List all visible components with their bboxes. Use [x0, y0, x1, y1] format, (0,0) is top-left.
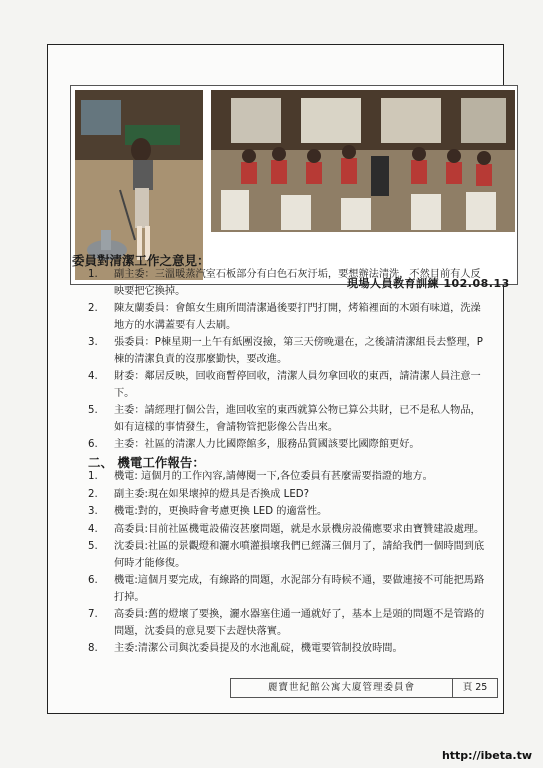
- list-item: 5. 主委：請經理打個公告，進回收室的東西就算公物已算公共財，已不是私人物品，如有這樣的事情發生，會請物管把影像公告出來。: [88, 405, 481, 433]
- opinions-list: [88, 267, 488, 455]
- list-item: 4. 高委員:目前社區機電設備沒甚麼問題，就是水景機房設備應要求由寶贊建設處理。: [88, 523, 485, 535]
- footer-page-number: 頁 25: [462, 682, 488, 693]
- list-item: 7. 高委員:舊的燈壞了要換，灑水器塞住通一通就好了，基本上是頭的問題不是管路的問題，沈委員的意見要下去趕快落實。: [88, 609, 485, 637]
- list-item: 4. 財委：鄰居反映，回收商暫停回收，清潔人員勿拿回收的東西，請清潔人員注意一下。: [88, 371, 481, 399]
- training-photo: [211, 90, 515, 232]
- list-item: 6. 機電:這個月要完成，有線路的問題，水泥部分有時候不通，要做連接不可能把馬路打掉。: [88, 575, 485, 603]
- footer-committee-name: 麗寶世紀館公寓大廈管理委員會: [231, 679, 453, 697]
- opinions-title: 委員對清潔工作之意見：: [72, 253, 210, 268]
- photo-caption: 現場人員教育訓練 102.08.13: [347, 277, 510, 290]
- list-item: 3. 機電:對的，更換時會考慮更換 LED 的適當性。: [88, 506, 328, 517]
- list-item: 1. 副主委：三溫暖蒸汽室石板部分有白色石灰汙垢，要想辦法清洗，不然目前有人反映要把它換掉。: [88, 269, 481, 297]
- document-page: [47, 44, 510, 714]
- list-item: 2. 陳友蘭委員：會館女生廁所間清潔過後要打門打開，烤箱裡面的木頭有味道，洗澡地方的水溝蓋要有人去刷。: [88, 303, 481, 331]
- page-footer: [230, 678, 498, 698]
- list-item: 3. 張委員：P棟星期一上午有紙團沒撿，第三天傍晚還在，之後請清潔組長去整理，P棟的清潔負責的沒那麼勤快，要改進。: [88, 337, 483, 365]
- mech-list: [88, 469, 488, 659]
- site-watermark: http://ibeta.tw: [439, 749, 535, 762]
- list-item: 6. 主委：社區的清潔人力比國際館多，服務品質國該要比國際館更好。: [88, 439, 420, 450]
- list-item: 2. 副主委:現在如果壞掉的燈具是否換成 LED?: [88, 488, 310, 500]
- mech-title: 二、 機電工作報告：: [88, 455, 205, 470]
- list-item: 8. 主委:清潔公司與沈委員提及的水池亂碇，機電要管制投放時間。: [88, 643, 403, 654]
- list-item: 5. 沈委員:社區的景觀燈和灑水噴灌損壞我們已經滿三個月了，請給我們一個時間到底何時才能修復。: [88, 541, 485, 569]
- list-item: 1. 機電: 這個月的工作內容,請傳閱一下,各位委員有甚麼需要指證的地方。: [88, 471, 433, 482]
